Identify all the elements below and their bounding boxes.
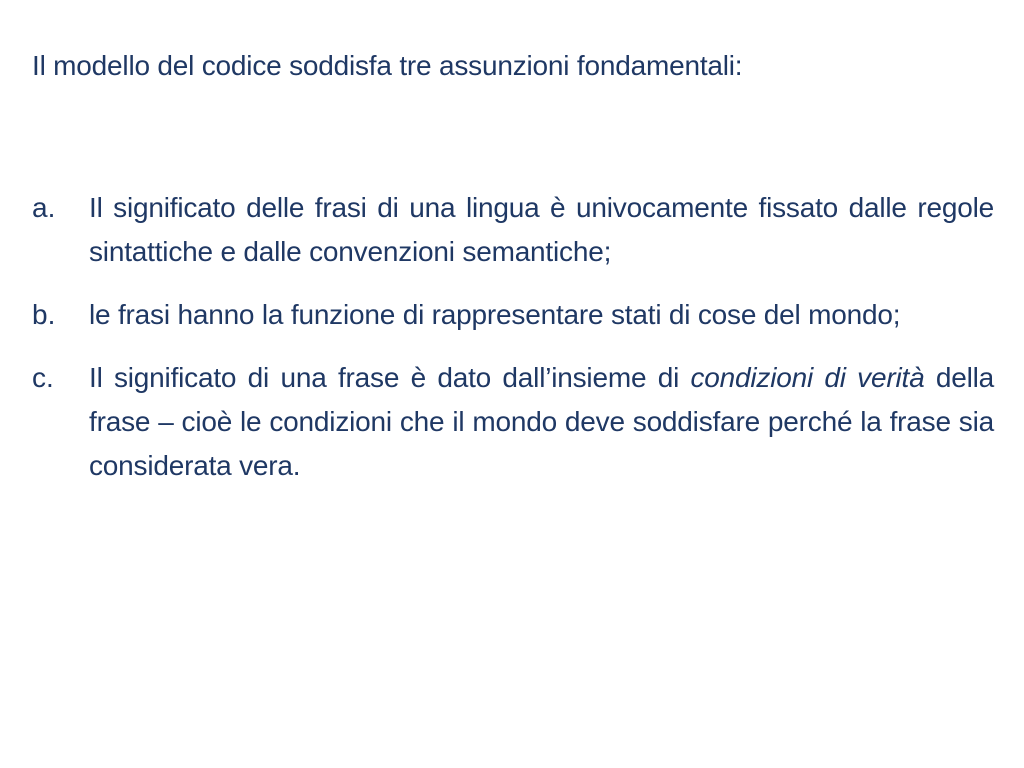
- list-item-c: [32, 356, 994, 488]
- list-item-text: Il significato delle frasi di una lingua è univocamente fissato dalle regole sintattiche e dalle convenzioni semantiche;: [89, 192, 994, 267]
- list-marker: b.: [32, 299, 56, 330]
- list-item-b: [32, 293, 994, 337]
- list-item-text: [89, 356, 994, 488]
- italic-term: condizioni di verità: [690, 362, 925, 393]
- list-item-a: [32, 186, 994, 274]
- list-item-text: le frasi hanno la funzione di rappresentare stati di cose del mondo;: [89, 299, 901, 330]
- list-marker: a.: [32, 192, 56, 223]
- text-segment: Il significato di una frase è dato dall’insieme di: [89, 362, 691, 393]
- list-marker: c.: [32, 362, 54, 393]
- text-segment: della frase – cioè le condizioni che il mondo deve soddisfare perché la frase sia considerata vera.: [89, 362, 994, 481]
- assumption-list: [32, 186, 994, 507]
- intro-text: Il modello del codice soddisfa tre assunzioni fondamentali:: [32, 50, 743, 81]
- slide: [32, 44, 994, 481]
